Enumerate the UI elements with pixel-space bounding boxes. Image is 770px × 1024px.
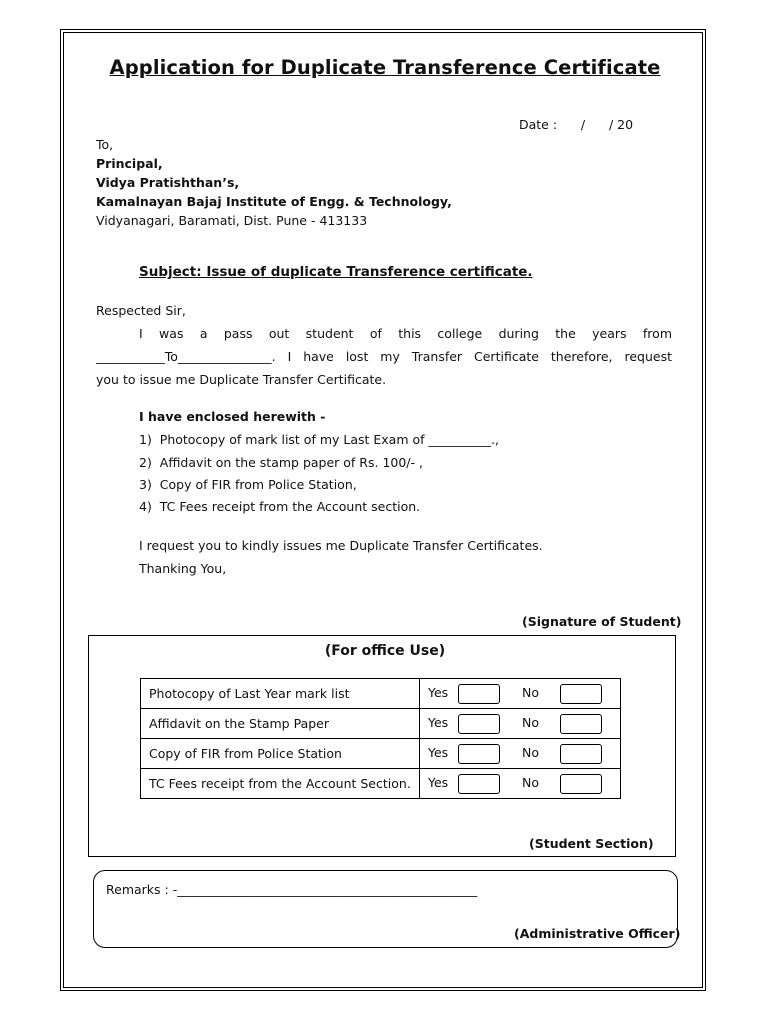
table-row: [141, 709, 621, 739]
checklist-options: [420, 679, 621, 709]
yes-label: Yes: [428, 685, 449, 700]
checklist-item-label: Photocopy of Last Year mark list: [141, 679, 420, 709]
student-section-label: (Student Section): [529, 836, 654, 851]
address-location: Vidyanagari, Baramati, Dist. Pune - 413133: [96, 213, 368, 228]
checklist-options: [420, 709, 621, 739]
checklist-item-label: Copy of FIR from Police Station: [141, 739, 420, 769]
request-line: I request you to kindly issues me Duplicate Transfer Certificates.: [139, 538, 543, 553]
address-college: Kamalnayan Bajaj Institute of Engg. & Technology,: [96, 194, 452, 209]
checklist-options: [420, 739, 621, 769]
address-to: To,: [96, 137, 114, 152]
yes-checkbox[interactable]: [458, 714, 500, 734]
table-row: [141, 739, 621, 769]
date-line: Date : / / 20: [519, 117, 634, 132]
address-principal: Principal,: [96, 156, 163, 171]
no-checkbox[interactable]: [560, 774, 602, 794]
checklist-item-label: Affidavit on the Stamp Paper: [141, 709, 420, 739]
enclosed-item: 3) Copy of FIR from Police Station,: [139, 477, 357, 492]
no-label: No: [521, 715, 539, 730]
no-checkbox[interactable]: [560, 744, 602, 764]
body-line-3: you to issue me Duplicate Transfer Certificate.: [96, 372, 387, 387]
administrative-officer-label: (Administrative Officer): [514, 926, 681, 941]
office-use-title: (For office Use): [324, 643, 446, 659]
remarks-field[interactable]: Remarks : -________________________________________________: [106, 882, 478, 897]
no-label: No: [521, 685, 539, 700]
address-institution: Vidya Pratishthan’s,: [96, 175, 240, 190]
office-checklist-table: [140, 678, 621, 799]
yes-label: Yes: [428, 715, 449, 730]
salutation: Respected Sir,: [96, 303, 186, 318]
no-label: No: [521, 775, 539, 790]
table-row: [141, 769, 621, 799]
yes-checkbox[interactable]: [458, 684, 500, 704]
yes-label: Yes: [428, 775, 449, 790]
enclosed-item: 2) Affidavit on the stamp paper of Rs. 100/- ,: [139, 455, 423, 470]
body-line-2: ___________To_______________. I have lost my Transfer Certificate therefore, request: [96, 349, 672, 364]
checklist-options: [420, 769, 621, 799]
yes-checkbox[interactable]: [458, 744, 500, 764]
no-label: No: [521, 745, 539, 760]
enclosed-item: 4) TC Fees receipt from the Account section.: [139, 499, 421, 514]
document-title: Application for Duplicate Transference Certificate: [109, 56, 661, 79]
student-signature-label: (Signature of Student): [522, 614, 682, 629]
thanking-line: Thanking You,: [139, 561, 227, 576]
yes-label: Yes: [428, 745, 449, 760]
checklist-item-label: TC Fees receipt from the Account Section.: [141, 769, 420, 799]
no-checkbox[interactable]: [560, 714, 602, 734]
enclosed-item: 1) Photocopy of mark list of my Last Exam of __________.,: [139, 432, 499, 447]
enclosed-heading: I have enclosed herewith -: [139, 409, 326, 424]
subject-line: Subject: Issue of duplicate Transference certificate.: [139, 264, 533, 280]
yes-checkbox[interactable]: [458, 774, 500, 794]
no-checkbox[interactable]: [560, 684, 602, 704]
table-row: [141, 679, 621, 709]
body-line-1: I was a pass out student of this college during the years from: [139, 326, 672, 341]
